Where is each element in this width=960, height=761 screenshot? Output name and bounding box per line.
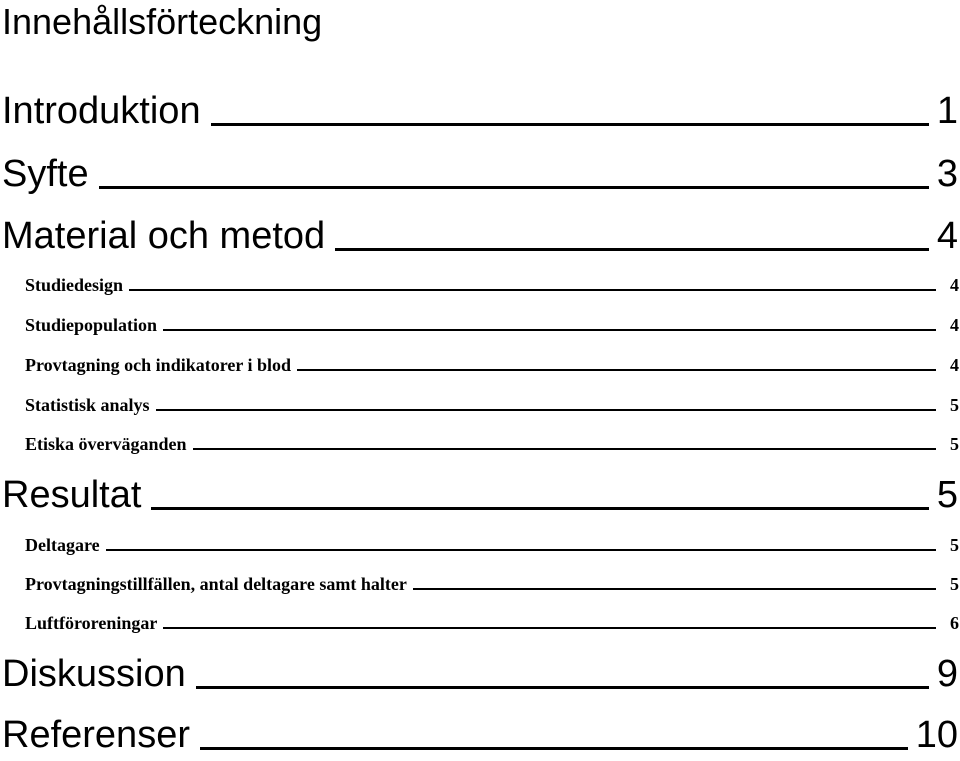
toc-page-number: 5 — [950, 535, 959, 555]
toc-page-number: 10 — [915, 714, 958, 756]
toc-heading: Innehållsförteckning — [2, 1, 323, 42]
toc-page-number: 5 — [950, 434, 959, 454]
toc-page-number: 4 — [936, 215, 958, 257]
toc-entry-statistisk-analys[interactable] — [0, 393, 960, 417]
toc-entry-label: Provtagning och indikatorer i blod — [25, 355, 292, 375]
toc-leader-line — [156, 409, 936, 411]
toc-entry-label: Deltagare — [25, 535, 100, 555]
toc-entry-studiepopulation[interactable] — [0, 313, 960, 337]
toc-leader-line — [211, 123, 929, 126]
toc-page-number: 1 — [936, 90, 958, 132]
toc-leader-line — [413, 588, 936, 590]
toc-entry-studiedesign[interactable] — [0, 273, 960, 297]
toc-page-number: 3 — [936, 153, 958, 195]
toc-entry-label: Resultat — [2, 474, 142, 516]
toc-entry-label: Material och metod — [2, 215, 326, 257]
toc-entry-label: Diskussion — [2, 653, 186, 695]
toc-leader-line — [163, 329, 936, 331]
toc-entry-introduktion[interactable] — [0, 88, 960, 134]
toc-entry-deltagare[interactable] — [0, 533, 960, 557]
toc-entry-label: Statistisk analys — [25, 395, 150, 415]
toc-entry-label: Provtagningstillfällen, antal deltagare samt halter — [25, 574, 407, 594]
toc-entry-label: Studiedesign — [25, 275, 124, 295]
toc-leader-line — [196, 686, 929, 689]
toc-page-number: 5 — [950, 574, 959, 594]
toc-leader-line — [151, 507, 928, 510]
toc-page-number: 4 — [950, 315, 959, 335]
toc-entry-label: Etiska överväganden — [25, 434, 187, 454]
toc-leader-line — [200, 747, 908, 750]
toc-entry-syfte[interactable] — [0, 151, 960, 197]
toc-entry-referenser[interactable] — [0, 712, 960, 758]
toc-leader-line — [163, 627, 936, 629]
toc-leader-line — [129, 289, 936, 291]
toc-page-number: 9 — [936, 653, 958, 695]
toc-page-number: 5 — [936, 474, 958, 516]
toc-entry-label: Studiepopulation — [25, 315, 158, 335]
toc-leader-line — [106, 549, 936, 551]
toc-entry-provtagningstillfallen[interactable] — [0, 572, 960, 596]
toc-entry-luftfororeningar[interactable] — [0, 611, 960, 635]
toc-leader-line — [99, 186, 929, 189]
toc-entry-material-och-metod[interactable] — [0, 213, 960, 259]
toc-entry-resultat[interactable] — [0, 472, 960, 518]
toc-leader-line — [297, 369, 936, 371]
toc-entry-label: Syfte — [2, 153, 89, 195]
toc-entry-label: Luftföroreningar — [25, 613, 158, 633]
toc-entry-etiska-overvaganden[interactable] — [0, 432, 960, 456]
toc-page-number: 4 — [950, 275, 959, 295]
toc-leader-line — [193, 448, 936, 450]
toc-entry-provtagning-och-indikatorer[interactable] — [0, 353, 960, 377]
toc-entry-label: Referenser — [2, 714, 190, 756]
toc-page-number: 5 — [950, 395, 959, 415]
toc-page-number: 6 — [950, 613, 959, 633]
toc-entry-diskussion[interactable] — [0, 651, 960, 697]
toc-entry-label: Introduktion — [2, 90, 201, 132]
toc-page-number: 4 — [950, 355, 959, 375]
toc-leader-line — [335, 248, 929, 251]
